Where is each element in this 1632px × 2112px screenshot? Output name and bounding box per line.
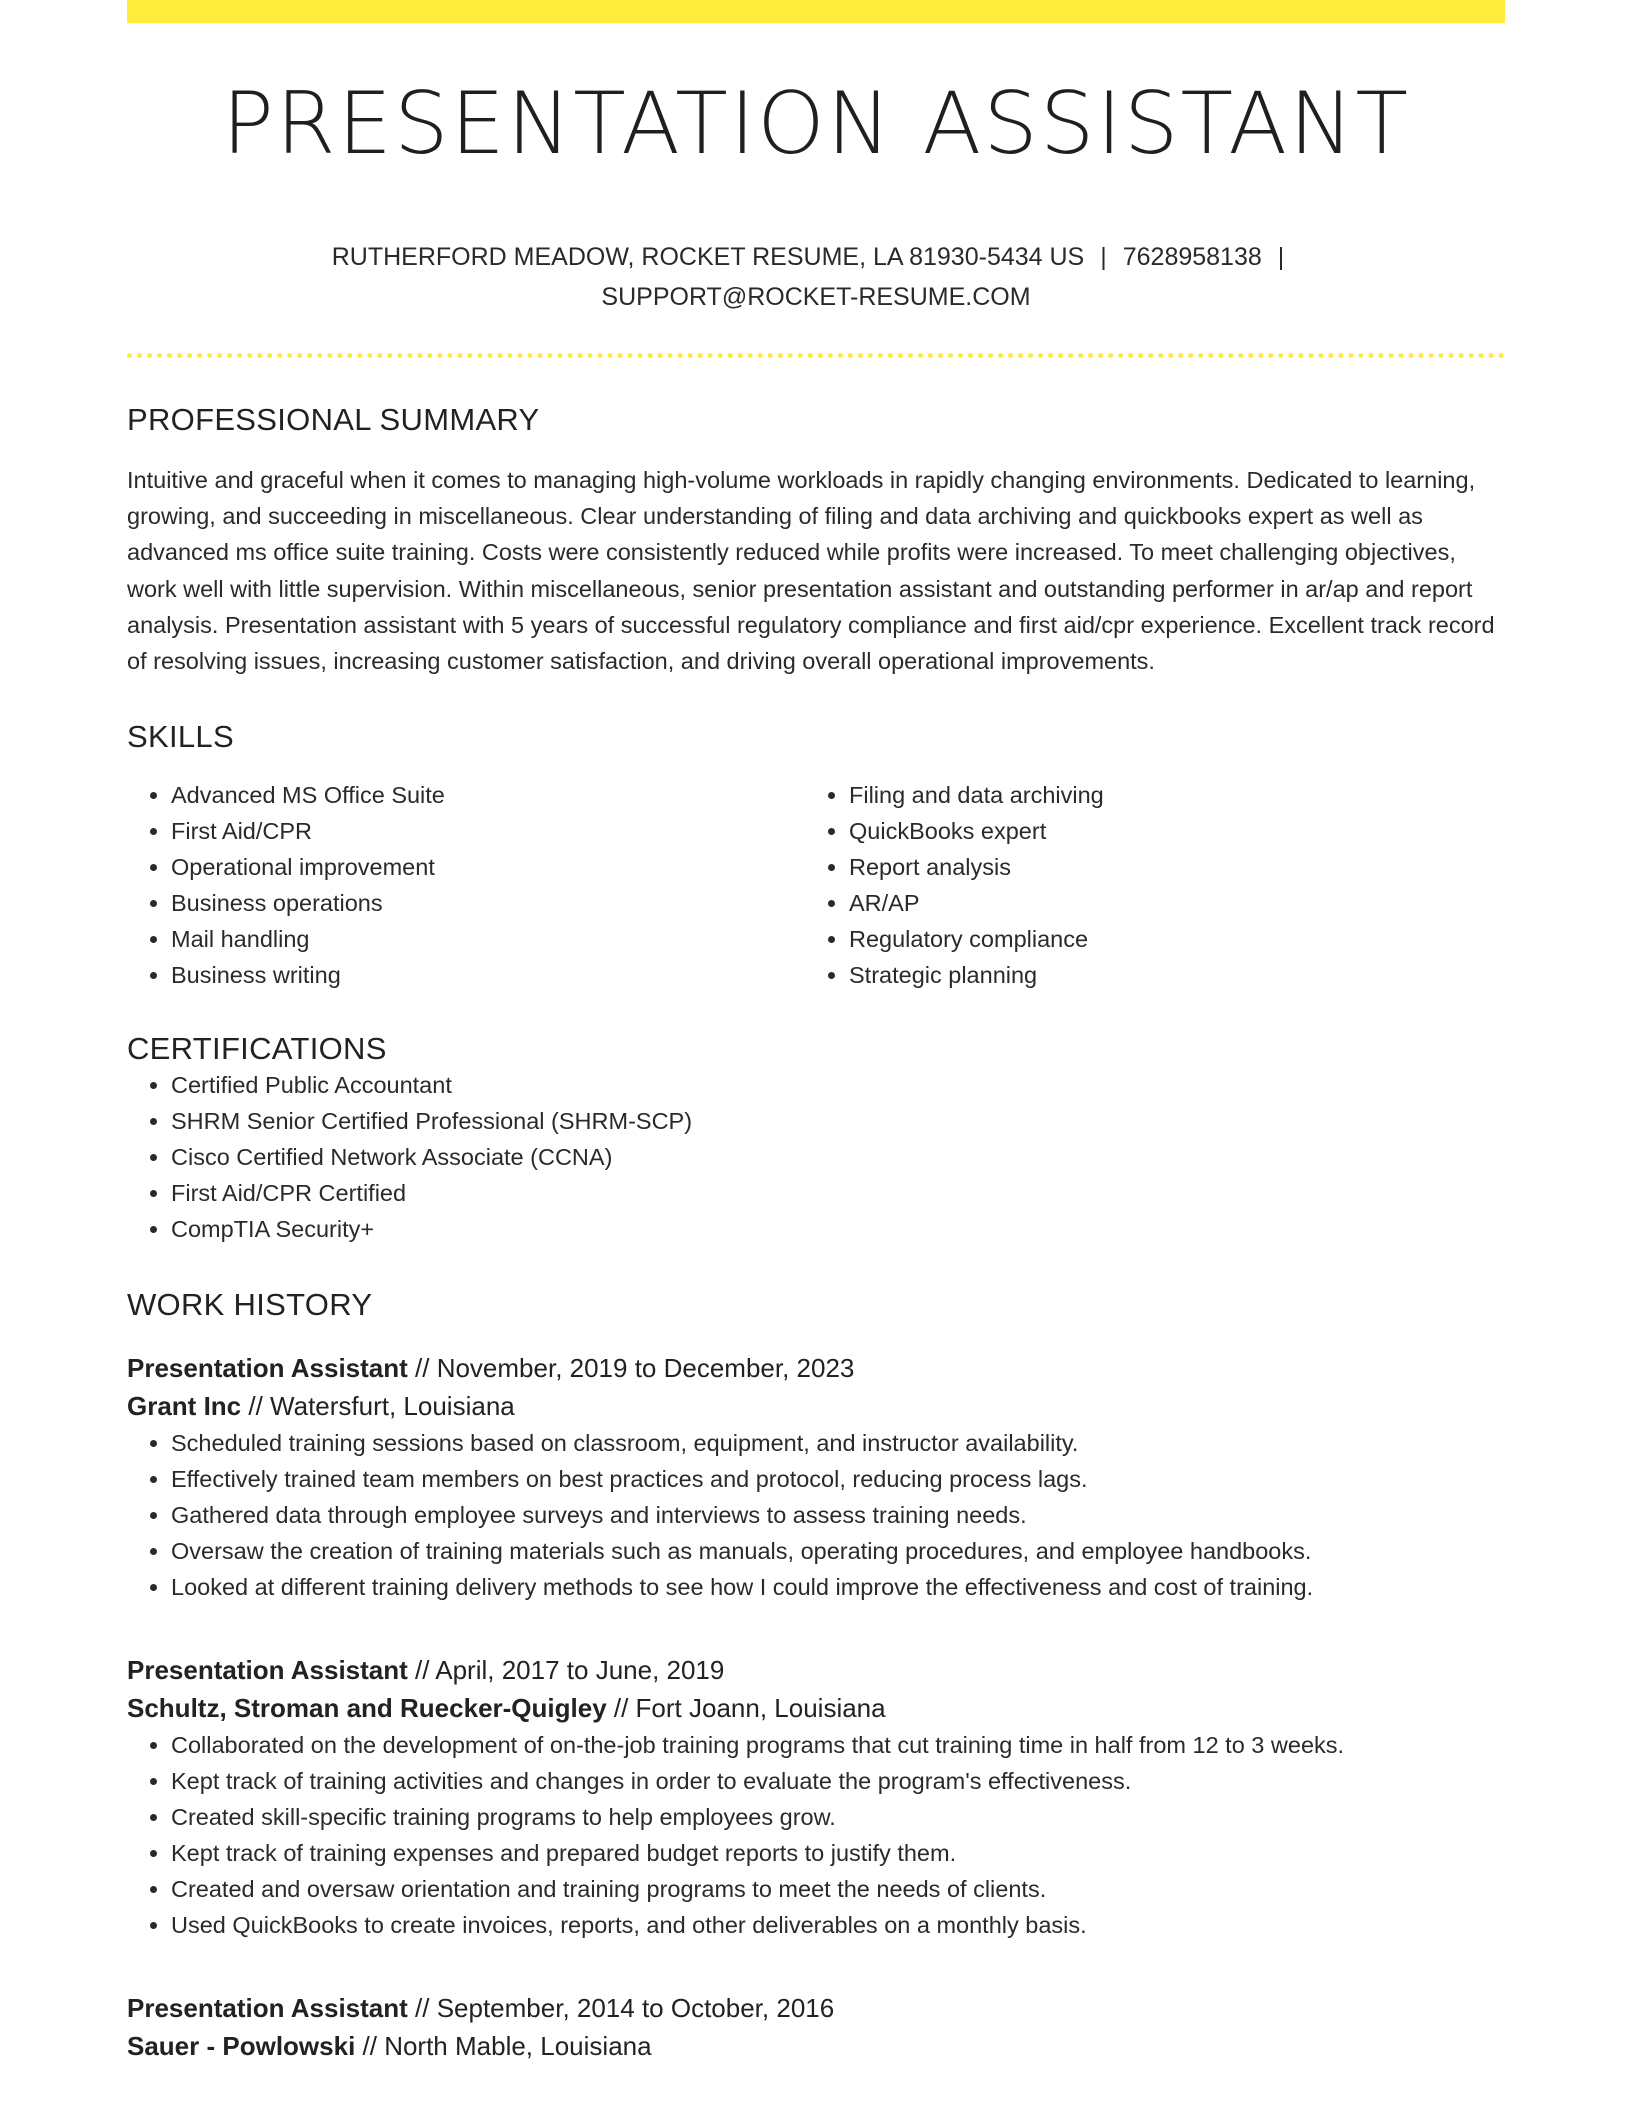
job-company: Sauer - Powlowski xyxy=(127,2031,356,2062)
job-bullet: • Gathered data through employee surveys and interviews to assess training needs. xyxy=(171,1497,1505,1533)
job-bullets xyxy=(127,1425,1505,1605)
skill-item: • Business writing xyxy=(171,957,805,993)
job-bullets xyxy=(127,1727,1505,1943)
job-bullet: • Created skill-specific training programs to help employees grow. xyxy=(171,1799,1505,1835)
job-bullet: • Used QuickBooks to create invoices, reports, and other deliverables on a monthly basis. xyxy=(171,1907,1505,1943)
job-bullet: • Kept track of training activities and changes in order to evaluate the program's effectiveness. xyxy=(171,1763,1505,1799)
skill-item: • QuickBooks expert xyxy=(849,813,1483,849)
job-company: Grant Inc xyxy=(127,1391,242,1422)
job-bullet: • Looked at different training delivery methods to see how I could improve the effectiveness and cost of training. xyxy=(171,1569,1505,1605)
job-bullet: • Created and oversaw orientation and training programs to meet the needs of clients. xyxy=(171,1871,1505,1907)
skill-item: • Strategic planning xyxy=(849,957,1483,993)
job-title: Presentation Assistant xyxy=(127,1993,408,2024)
skill-item: • Report analysis xyxy=(849,849,1483,885)
skills-column-right xyxy=(805,777,1483,993)
job-bullet: • Collaborated on the development of on-the-job training programs that cut training time in half from 12 to 3 weeks. xyxy=(171,1727,1505,1763)
skills-heading: SKILLS xyxy=(127,719,234,755)
skills-column-left xyxy=(127,777,805,993)
skill-item: • Operational improvement xyxy=(171,849,805,885)
skill-item: • Business operations xyxy=(171,885,805,921)
skill-item: • Filing and data archiving xyxy=(849,777,1483,813)
address-text: RUTHERFORD MEADOW, ROCKET RESUME, LA 81930-5434 US xyxy=(331,243,1085,271)
certifications-list xyxy=(127,1067,1505,1247)
skill-item: • Advanced MS Office Suite xyxy=(171,777,805,813)
certification-item: • CompTIA Security+ xyxy=(171,1211,1505,1247)
job-bullet: • Effectively trained team members on best practices and protocol, reducing process lags. xyxy=(171,1461,1505,1497)
summary-heading: PROFESSIONAL SUMMARY xyxy=(127,402,540,437)
contact-line-2 xyxy=(127,277,1505,317)
certification-item: • First Aid/CPR Certified xyxy=(171,1175,1505,1211)
job-entry xyxy=(127,1989,1505,2065)
job-location: // Watersfurt, Louisiana xyxy=(241,1391,515,1422)
certification-item: • Certified Public Accountant xyxy=(171,1067,1505,1103)
job-title-line xyxy=(127,1651,1505,1689)
job-title: Presentation Assistant xyxy=(127,1353,408,1384)
contact-line-1 xyxy=(127,237,1505,277)
accent-top-bar xyxy=(127,0,1505,23)
dotted-divider xyxy=(127,353,1505,358)
job-entry xyxy=(127,1349,1505,1605)
skill-item: • AR/AP xyxy=(849,885,1483,921)
job-dates: // September, 2014 to October, 2016 xyxy=(407,1993,835,2024)
job-bullet: • Scheduled training sessions based on classroom, equipment, and instructor availability. xyxy=(171,1425,1505,1461)
skill-item: • First Aid/CPR xyxy=(171,813,805,849)
job-title-line xyxy=(127,1349,1505,1387)
job-company: Schultz, Stroman and Ruecker-Quigley xyxy=(127,1693,607,1724)
job-dates: // April, 2017 to June, 2019 xyxy=(407,1655,725,1686)
job-entry xyxy=(127,1651,1505,1943)
job-title: Presentation Assistant xyxy=(127,1655,408,1686)
phone-text: 7628958138 xyxy=(1122,243,1262,271)
certifications-heading: CERTIFICATIONS xyxy=(127,1031,387,1067)
job-company-line xyxy=(127,1689,1505,1727)
job-company-line xyxy=(127,2027,1505,2065)
job-bullet: • Kept track of training expenses and prepared budget reports to justify them. xyxy=(171,1835,1505,1871)
job-location: // Fort Joann, Louisiana xyxy=(606,1693,886,1724)
contact-separator: | xyxy=(1100,243,1107,271)
work-history-heading: WORK HISTORY xyxy=(127,1287,373,1323)
contact-separator: | xyxy=(1277,243,1285,271)
certification-item: • Cisco Certified Network Associate (CCNA) xyxy=(171,1139,1505,1175)
resume-title: PRESENTATION ASSISTANT xyxy=(222,74,1410,174)
contact-info xyxy=(127,237,1505,317)
job-bullet: • Oversaw the creation of training materials such as manuals, operating procedures, and employee handbooks. xyxy=(171,1533,1505,1569)
skills-grid xyxy=(127,777,1505,993)
job-dates: // November, 2019 to December, 2023 xyxy=(407,1353,855,1384)
job-company-line xyxy=(127,1387,1505,1425)
job-title-line xyxy=(127,1989,1505,2027)
certification-item: • SHRM Senior Certified Professional (SHRM-SCP) xyxy=(171,1103,1505,1139)
resume-page xyxy=(127,0,1505,2065)
summary-text: Intuitive and graceful when it comes to managing high-volume workloads in rapidly changing environments. Dedicated to learning, growing, and succeeding in miscellaneous. Clear understanding of filing and data archiving and quickbooks expert as well as advanced ms office suite training. Costs were consistently reduced while profits were increased. To meet challenging objectives, work well with little supervision. Within miscellaneous, senior presentation assistant and outstanding performer in ar/ap and report analysis. Presentation assistant with 5 years of successful regulatory compliance and first aid/cpr experience. Excellent track record of resolving issues, increasing customer satisfaction, and driving overall operational improvements. xyxy=(127,467,1495,675)
job-location: // North Mable, Louisiana xyxy=(355,2031,652,2062)
email-text: SUPPORT@ROCKET-RESUME.COM xyxy=(601,283,1031,311)
skill-item: • Regulatory compliance xyxy=(849,921,1483,957)
skill-item: • Mail handling xyxy=(171,921,805,957)
